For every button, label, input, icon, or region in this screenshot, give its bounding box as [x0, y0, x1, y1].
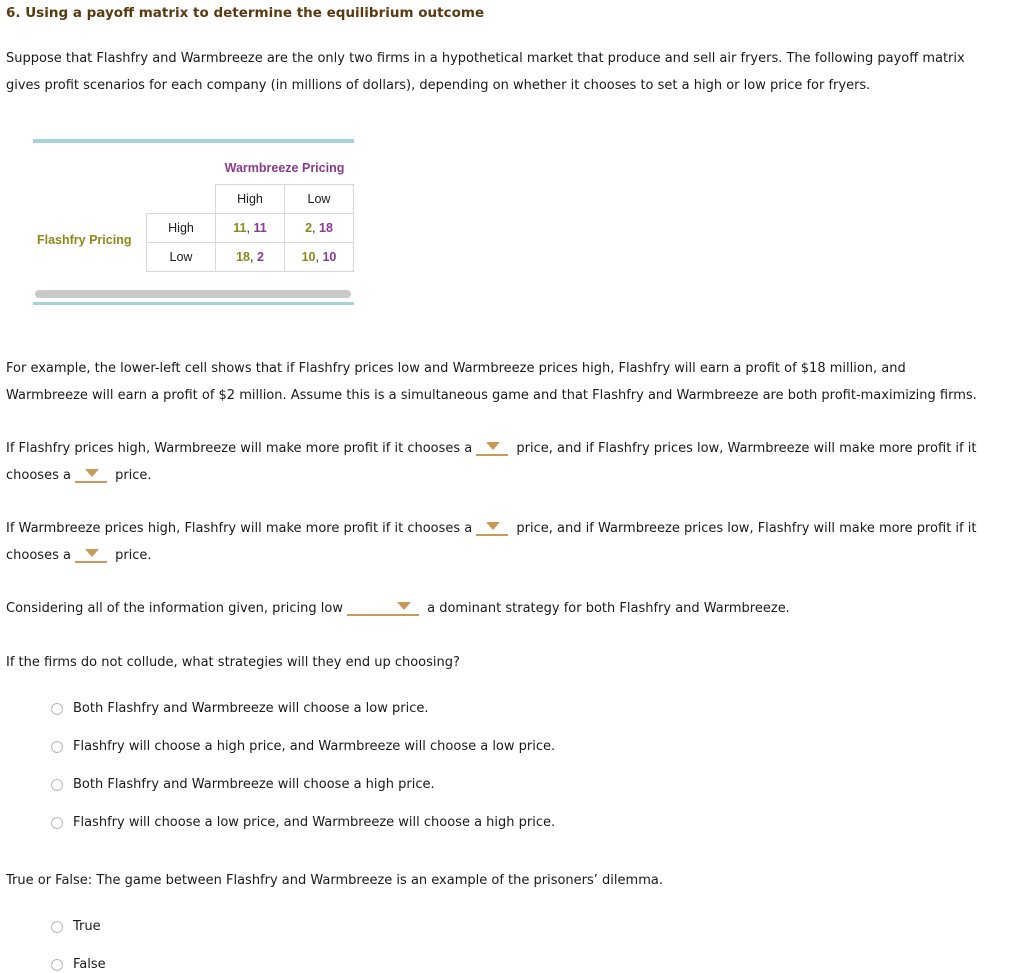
- matrix-top-rule: [33, 139, 354, 143]
- q4-option-2[interactable]: [51, 739, 555, 754]
- q2-dropdown-1[interactable]: [476, 518, 508, 536]
- q3-dropdown[interactable]: [347, 598, 419, 616]
- q2-dropdown-2[interactable]: [75, 545, 107, 563]
- intro-text: [6, 45, 965, 99]
- q1-dropdown-2[interactable]: [75, 465, 107, 483]
- q4-option-label: Flashfry will choose a low price, and Warmbreeze will choose a high price.: [73, 815, 556, 830]
- chevron-down-icon: [397, 602, 411, 610]
- matrix-bottom-rule: [33, 302, 354, 305]
- row-header-high: High: [146, 213, 216, 243]
- q4-option-4[interactable]: [51, 815, 555, 830]
- q2-text-3: chooses a: [6, 548, 71, 563]
- q4-prompt: If the firms do not collude, what strategies will they end up choosing?: [6, 655, 460, 670]
- payoff-cell-low-high: 18 , 2: [215, 242, 285, 272]
- chevron-down-icon: [486, 522, 500, 530]
- q2-line-1: [6, 515, 1018, 542]
- chevron-down-icon: [85, 549, 99, 557]
- radio-button[interactable]: [51, 741, 63, 753]
- q2-text-2: price, and if Warmbreeze prices low, Flashfry will make more profit if it: [516, 521, 977, 536]
- q1-block: [6, 435, 1018, 489]
- q1-text-4: price.: [115, 468, 152, 483]
- q1-line-1: [6, 435, 1018, 462]
- radio-button[interactable]: [51, 703, 63, 715]
- q4-option-3[interactable]: [51, 777, 435, 792]
- payoff-cell-high-high: 11 , 11: [215, 213, 285, 243]
- flashfry-pricing-header: Flashfry Pricing: [37, 233, 132, 247]
- intro-line-1: Suppose that Flashfry and Warmbreeze are the only two firms in a hypothetical market that produce and sell air fryers. The following payoff matrix: [6, 51, 965, 66]
- payoff-matrix: [33, 139, 354, 307]
- q4-option-label: Both Flashfry and Warmbreeze will choose a low price.: [73, 701, 429, 716]
- example-line-2: Warmbreeze will earn a profit of $2 million. Assume this is a simultaneous game and that Flashfry and Warmbreeze are both profit-maximizing firms.: [6, 388, 977, 403]
- col-header-low: Low: [284, 184, 354, 214]
- q2-text-4: price.: [115, 548, 152, 563]
- example-line-1: For example, the lower-left cell shows that if Flashfry prices low and Warmbreeze prices high, Flashfry will earn a profit of $18 million, and: [6, 361, 906, 376]
- q5-option-true[interactable]: [51, 919, 101, 934]
- radio-button[interactable]: [51, 921, 63, 933]
- payoff-cell-high-low: 2 , 18: [284, 213, 354, 243]
- q5-prompt: True or False: The game between Flashfry and Warmbreeze is an example of the prisoners’ dilemma.: [6, 873, 663, 888]
- q1-text-1: If Flashfry prices high, Warmbreeze will make more profit if it chooses a: [6, 441, 473, 456]
- q2-line-2: [6, 542, 1018, 569]
- row-header-low: Low: [146, 242, 216, 272]
- q4-option-label: Both Flashfry and Warmbreeze will choose a high price.: [73, 777, 435, 792]
- radio-button[interactable]: [51, 959, 63, 971]
- question-title: 6. Using a payoff matrix to determine the equilibrium outcome: [6, 5, 485, 21]
- example-text: [6, 355, 977, 409]
- q4-option-label: Flashfry will choose a high price, and Warmbreeze will choose a low price.: [73, 739, 556, 754]
- radio-button[interactable]: [51, 779, 63, 791]
- q3-text-1: Considering all of the information given, pricing low: [6, 601, 343, 616]
- q5-option-false[interactable]: [51, 957, 106, 972]
- q1-text-3: chooses a: [6, 468, 71, 483]
- q2-text-1: If Warmbreeze prices high, Flashfry will make more profit if it chooses a: [6, 521, 473, 536]
- chevron-down-icon: [486, 442, 500, 450]
- payoff-cell-low-low: 10 , 10: [284, 242, 354, 272]
- q3-block: [6, 595, 790, 622]
- q1-text-2: price, and if Flashfry prices low, Warmbreeze will make more profit if it: [516, 441, 977, 456]
- q5-option-label: False: [73, 957, 106, 972]
- matrix-scrollbar[interactable]: [35, 290, 351, 298]
- q3-text-2: a dominant strategy for both Flashfry and Warmbreeze.: [427, 601, 790, 616]
- col-header-high: High: [215, 184, 285, 214]
- q2-block: [6, 515, 1018, 569]
- q1-line-2: [6, 462, 1018, 489]
- q1-dropdown-1[interactable]: [476, 438, 508, 456]
- q5-option-label: True: [73, 919, 101, 934]
- intro-line-2: gives profit scenarios for each company (in millions of dollars), depending on whether it chooses to set a high or low price for fryers.: [6, 78, 871, 93]
- warmbreeze-pricing-header: Warmbreeze Pricing: [224, 161, 345, 175]
- radio-button[interactable]: [51, 817, 63, 829]
- q4-option-1[interactable]: [51, 701, 429, 716]
- chevron-down-icon: [85, 469, 99, 477]
